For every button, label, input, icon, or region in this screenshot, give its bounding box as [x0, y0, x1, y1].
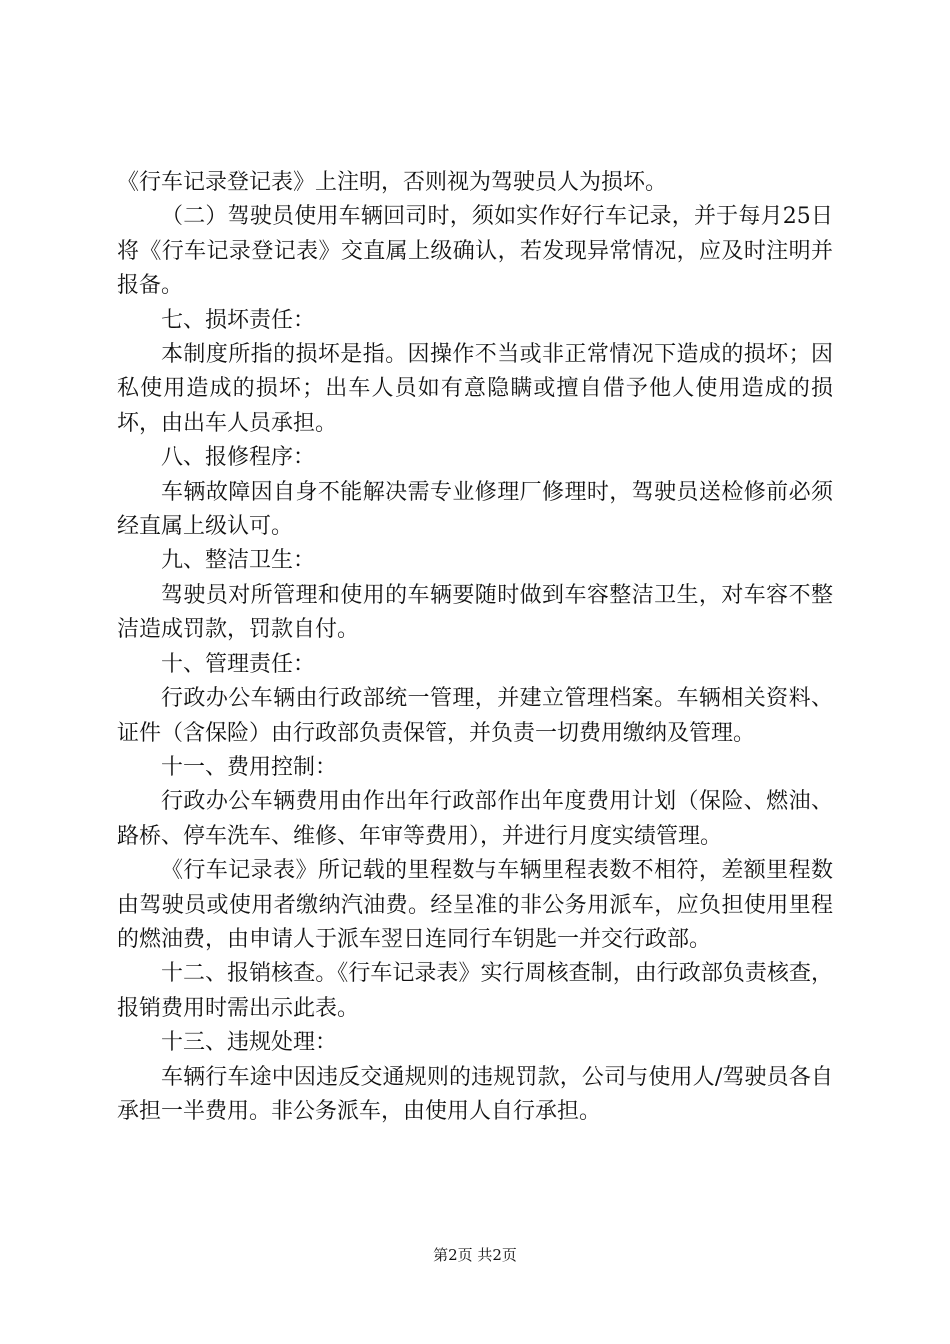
- section-heading-cost-control: 十一、费用控制：: [161, 754, 338, 780]
- section-heading-repair: 八、报修程序：: [161, 445, 316, 471]
- section-heading-violations: 十三、违规处理：: [161, 1030, 338, 1056]
- section-heading-management: 十、管理责任：: [161, 651, 316, 677]
- paragraph-continuation: 《行车记录登记表》上注明，否则视为驾驶员人为损坏。: [117, 170, 668, 195]
- paragraph-reimbursement: 十二、报销核查。《行车记录表》实行周核查制，由行政部负责核查，报销费用时需出示此表。: [117, 961, 833, 1021]
- paragraph-management: 行政办公车辆由行政部统一管理，并建立管理档案。车辆相关资料、证件（含保险）由行政部负责保管，并负责一切费用缴纳及管理。: [117, 686, 833, 746]
- document-body: [117, 166, 833, 1129]
- paragraph-repair: 车辆故障因自身不能解决需专业修理厂修理时，驾驶员送检修前必须经直属上级认可。: [117, 479, 833, 540]
- paragraph-mileage: 《行车记录表》所记载的里程数与车辆里程表数不相符，差额里程数由驾驶员或使用者缴纳汽油费。经呈准的非公务用派车，应负担使用里程的燃油费，由申请人于派车翌日连同行车钥匙一并交行政部。: [117, 858, 833, 952]
- section-heading-damage: 七、损坏责任：: [161, 307, 316, 333]
- page-footer: 第2页 共2页: [433, 1246, 517, 1264]
- paragraph-cost-control: 行政办公车辆费用由作出年行政部作出年度费用计划（保险、燃油、路桥、停车洗车、维修、年审等费用），并进行月度实绩管理。: [117, 789, 833, 849]
- paragraph-damage: 本制度所指的损坏是指。因操作不当或非正常情况下造成的损坏；因私使用造成的损坏；出车人员如有意隐瞒或擅自借予他人使用造成的损坏，由出车人员承担。: [117, 342, 833, 436]
- section-heading-cleanliness: 九、整洁卫生：: [161, 548, 316, 574]
- paragraph-violations: 车辆行车途中因违反交通规则的违规罚款，公司与使用人/驾驶员各自承担一半费用。非公务派车，由使用人自行承担。: [117, 1064, 833, 1124]
- paragraph-cleanliness: 驾驶员对所管理和使用的车辆要随时做到车容整洁卫生，对车容不整洁造成罚款，罚款自付。: [117, 582, 833, 643]
- paragraph-record-submission: （二）驾驶员使用车辆回司时，须如实作好行车记录，并于每月25日将《行车记录登记表》交直属上级确认，若发现异常情况，应及时注明并报备。: [117, 204, 833, 299]
